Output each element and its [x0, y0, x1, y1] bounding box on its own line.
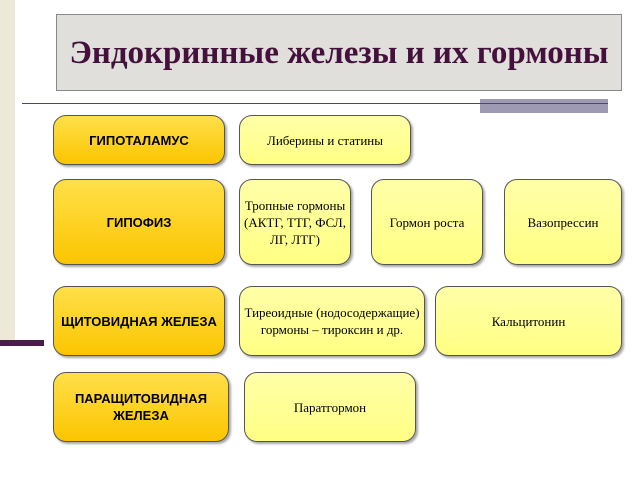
hormone-box-tropic-hormones	[239, 179, 351, 265]
gland-label: ГИПОФИЗ	[106, 214, 172, 230]
hormone-label: Либерины и статины	[267, 132, 383, 148]
hormone-box-growth-hormone	[371, 179, 483, 265]
gland-label: ПАРАЩИТОВИДНАЯ ЖЕЛЕЗА	[74, 391, 208, 423]
gland-box-hypothalamus	[53, 115, 225, 165]
hormone-label: Кальцитонин	[491, 313, 566, 329]
hormone-label: Вазопрессин	[527, 214, 599, 230]
gland-box-thyroid	[53, 286, 225, 356]
hormone-box-thyroid-hormones	[239, 286, 425, 356]
left-side-strip	[0, 0, 15, 345]
gland-box-pituitary	[53, 179, 225, 265]
left-accent-bar	[0, 340, 44, 346]
hormone-label: Гормон роста	[389, 214, 465, 230]
hormone-box-liberins-statins	[239, 115, 411, 165]
hormone-box-calcitonin	[435, 286, 622, 356]
hormone-box-vasopressin	[504, 179, 622, 265]
hormone-label: Тиреоидные (нодосодержащие) гормоны – тироксин и др.	[244, 305, 420, 337]
hormone-label: Паратгормон	[293, 399, 367, 415]
title-accent-bar	[480, 99, 608, 113]
gland-label: ГИПОТАЛАМУС	[89, 132, 189, 148]
gland-box-parathyroid	[53, 372, 229, 442]
gland-label: ЩИТОВИДНАЯ ЖЕЛЕЗА	[61, 313, 217, 329]
hormone-label: Тропные гормоны (АКТГ, ТТГ, ФСЛ, ЛГ, ЛТГ)	[244, 197, 346, 247]
title-divider	[22, 103, 608, 104]
title-box	[56, 14, 622, 91]
slide-title: Эндокринные железы и их гормоны	[69, 34, 609, 71]
hormone-box-parathormone	[244, 372, 416, 442]
